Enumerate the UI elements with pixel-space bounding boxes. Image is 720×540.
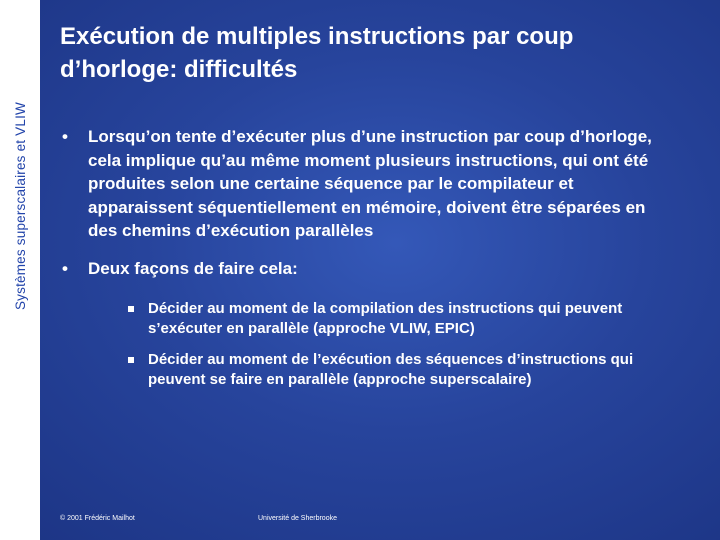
- bullet-list: [60, 125, 670, 404]
- sub-bullet-item: [88, 350, 670, 390]
- bullet-text: Lorsqu’on tente d’exécuter plus d’une instruction par coup d’horloge, cela implique qu’au même moment plusieurs instructions, qui ont été produites selon une certaine séquence par le compilateur et apparaissent séquentiellement en mémoire, doivent être séparées en des chemins d’exécution parallèles: [88, 127, 652, 241]
- sub-bullet-text: Décider au moment de l’exécution des séquences d’instructions qui peuvent se faire en parallèle (approche superscalaire): [148, 350, 634, 388]
- slide-title: Exécution de multiples instructions par coup d’horloge: difficultés: [60, 23, 574, 83]
- footer-copyright: © 2001 Frédéric Mailhot: [60, 515, 135, 522]
- side-label: Systèmes superscalaires et VLIW: [12, 101, 28, 310]
- footer-university: Université de Sherbrooke: [258, 515, 337, 522]
- sub-bullet-text: Décider au moment de la compilation des instructions qui peuvent s’exécuter en parallèle (approche VLIW, EPIC): [148, 299, 623, 337]
- sub-bullet-item: [88, 299, 670, 339]
- bullet-dot-icon: •: [62, 127, 68, 146]
- bullet-item: [60, 257, 670, 390]
- square-bullet-icon: [128, 357, 134, 363]
- bullet-text: Deux façons de faire cela:: [88, 258, 298, 278]
- square-bullet-icon: [128, 306, 134, 312]
- sub-bullet-list: [88, 299, 670, 390]
- bullet-item: [60, 125, 670, 243]
- bullet-dot-icon: •: [62, 258, 68, 278]
- side-label-container: [0, 0, 40, 310]
